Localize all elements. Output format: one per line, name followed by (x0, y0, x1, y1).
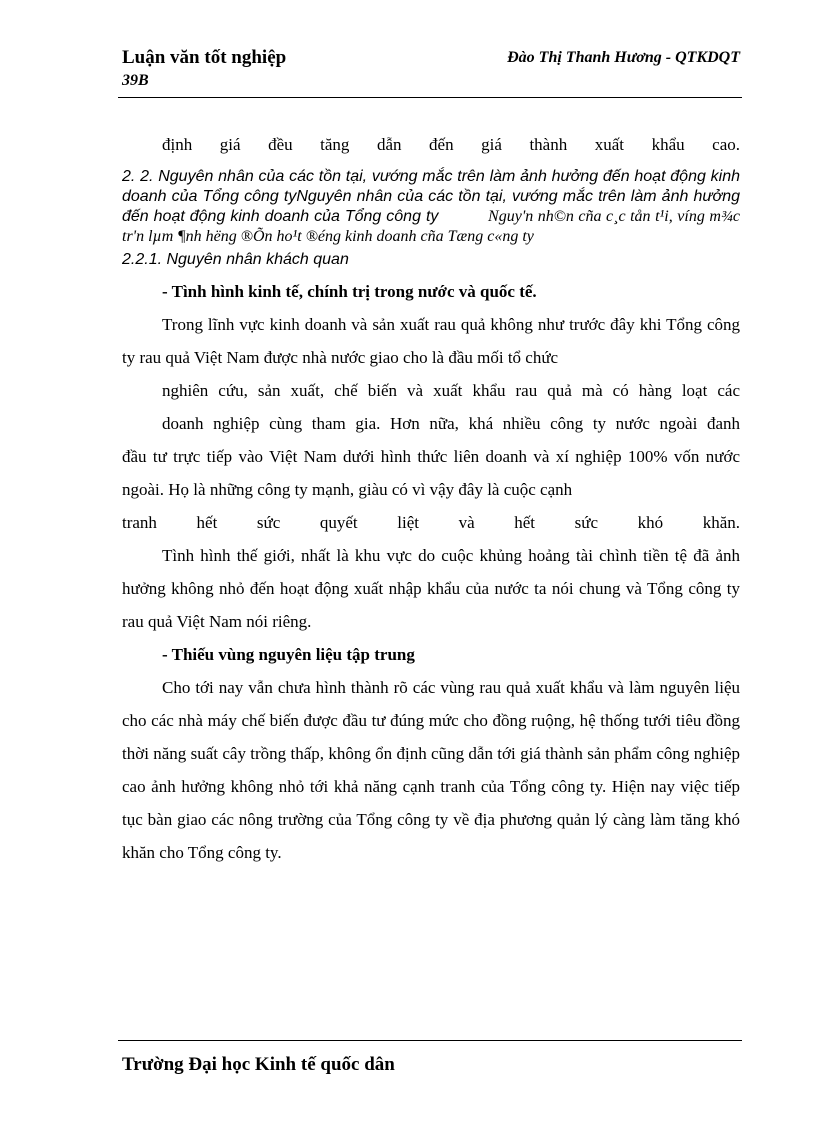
school-name: Trường Đại học Kinh tế quốc dân (122, 1054, 395, 1075)
header-divider (118, 97, 742, 98)
continued-line: định giá đều tăng dẫn đến giá thành xuất khẩu cao. (162, 135, 740, 154)
section-heading-text: 2. 2. Nguyên nhân của các tồn tại, vướng mắc trên làm ảnh hưởng đến hoạt động kinh doanh của Tổng công tyNguyên nhân của các tồn tại, vướng mắc trên làm ảnh hưởng đến hoạt động kinh doanh của Tổng công ty (122, 168, 740, 225)
page-header (122, 46, 740, 98)
author-name: Đào Thị Thanh Hương - QTKDQT (507, 49, 740, 66)
paragraph-1c: doanh nghiệp cùng tham gia. Hơn nữa, khá nhiều công ty nước ngoài đanh (162, 414, 740, 433)
paragraph-3: Cho tới nay vẫn chưa hình thành rõ các vùng rau quả xuất khẩu và làm nguyên liệu cho các nhà máy chế biến được đầu tư đúng mức cho đồng ruộng, hệ thống tưới tiêu đồng thời năng suất cây trồng thấp, không ổn định cũng dẫn tới giá thành sản phẩm công nghiệp cao ảnh hưởng không nhỏ tới khả năng cạnh tranh của Tổng công ty. Hiện nay việc tiếp tục bàn giao các nông trường của Tổng công ty về địa phương quản lý càng làm tăng khó khăn cho Tổng công ty. (122, 678, 740, 862)
subsection-heading: 2.2.1. Nguyên nhân khách quan (122, 251, 349, 268)
section-heading (122, 167, 740, 247)
section-heading-garbled: Nguy'n nh©n cña c¸c tån t¹i, víng m¾c tr'n lµm ¶nh hëng ®Õn ho¹t ®éng kinh doanh cña Tæng c«ng ty (122, 208, 740, 245)
paragraph-1a: Trong lĩnh vực kinh doanh và sản xuất rau quả không như trước đây khi Tổng công ty rau quả Việt Nam được nhà nước giao cho là đầu mối tổ chức (122, 315, 740, 367)
paragraph-2: Tình hình thế giới, nhất là khu vực do cuộc khủng hoảng tài chình tiền tệ đã ảnh hưởng không nhỏ đến hoạt động xuất nhập khẩu của nước ta nói chung và Tổng công ty rau quả Việt Nam nói riêng. (122, 546, 740, 631)
paragraph-1d: đầu tư trực tiếp vào Việt Nam dưới hình thức liên doanh và xí nghiệp 100% vốn nước ngoài. Họ là những công ty mạnh, giàu có vì vậy đây là cuộc cạnh (122, 447, 740, 499)
footer-divider (118, 1040, 742, 1041)
page-body (122, 128, 740, 869)
heading-raw-material: - Thiếu vùng nguyên liệu tập trung (162, 645, 415, 664)
thesis-title: Luận văn tốt nghiệp (122, 47, 287, 68)
paragraph-1e: tranh hết sức quyết liệt và hết sức khó khăn. (122, 513, 740, 532)
heading-economic-political: - Tình hình kinh tế, chính trị trong nước và quốc tế. (162, 282, 537, 301)
class-code: 39B (122, 72, 149, 89)
paragraph-1b: nghiên cứu, sản xuất, chế biến và xuất khẩu rau quả mà có hàng loạt các (162, 381, 740, 400)
